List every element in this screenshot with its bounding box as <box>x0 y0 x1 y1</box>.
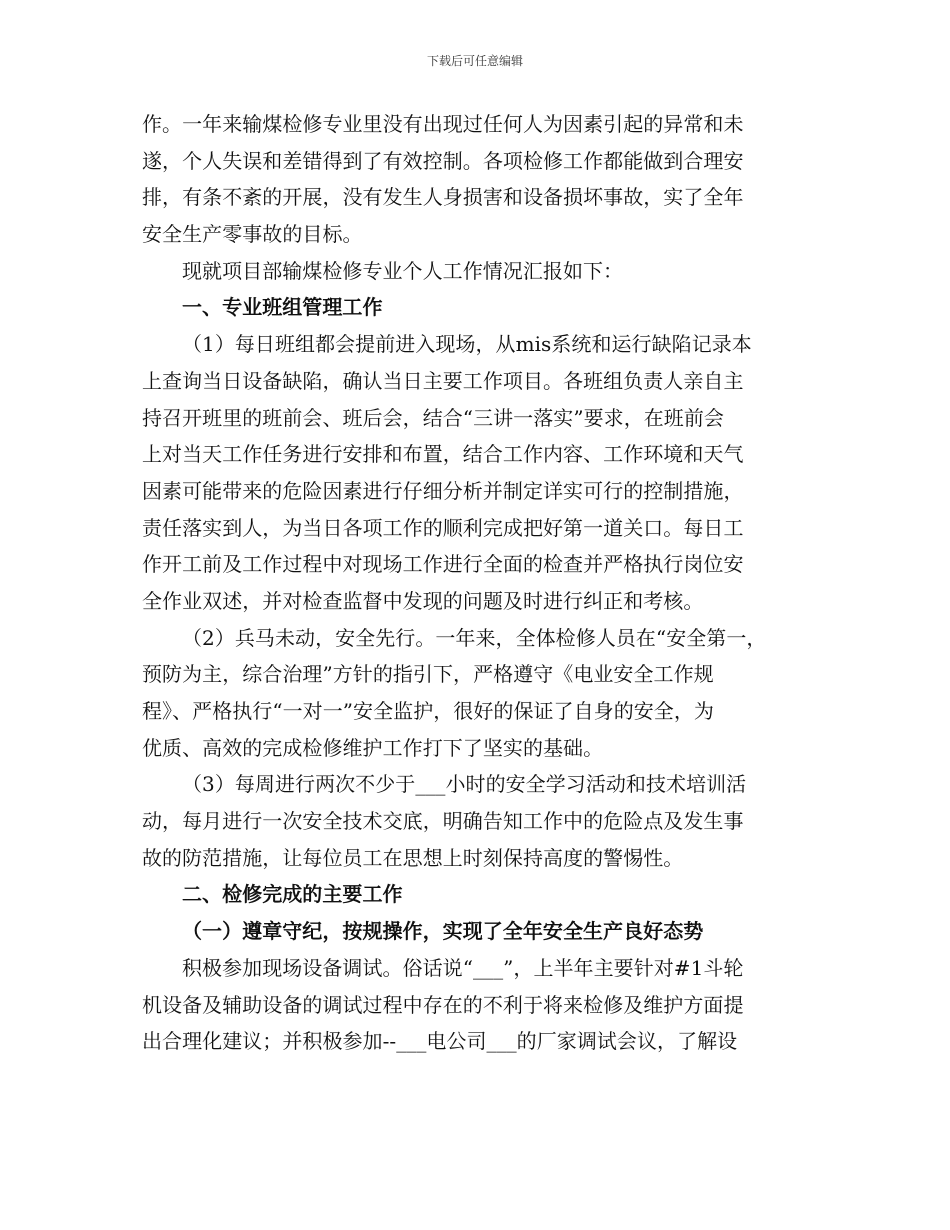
paragraph-line: 程》、严格执行“一对一”安全监护，很好的保证了自身的安全，为 <box>142 699 714 723</box>
paragraph-line: 全作业双述，并对检查监督中发现的问题及时进行纠正和考核。 <box>142 588 704 613</box>
section-heading-1: 一、专业班组管理工作 <box>182 295 383 320</box>
paragraph-line: （2）兵马未动，安全先行。一年来，全体检修人员在“安全第一， <box>182 625 767 650</box>
paragraph-line: 动，每月进行一次安全技术交底，明确告知工作中的危险点及发生事 <box>142 809 744 834</box>
paragraph-line: 作。一年来输煤检修专业里没有出现过任何人为因素引起的异常和未 <box>142 112 744 136</box>
paragraph-line: 因素可能带来的危险因素进行仔细分析并制定详实可行的控制措施， <box>142 478 744 503</box>
paragraph-line: 积极参加现场设备调试。俗话说“___”，上半年主要针对#1斗轮 <box>182 955 744 980</box>
paragraph-line: 出合理化建议；并积极参加--___电公司___的厂家调试会议，了解设 <box>142 1029 738 1054</box>
paragraph-line: 故的防范措施，让每位员工在思想上时刻保持高度的警惕性。 <box>142 845 684 870</box>
paragraph-line: 上查询当日设备缺陷，确认当日主要工作项目。各班组负责人亲自主 <box>142 368 744 393</box>
section-heading-2: 二、检修完成的主要工作 <box>182 882 403 907</box>
paragraph-line: 作开工前及工作过程中对现场工作进行全面的检查并严格执行岗位安 <box>142 552 744 577</box>
document-body <box>142 106 822 1060</box>
paragraph-line: （1）每日班组都会提前进入现场，从mis系统和运行缺陷记录本 <box>182 332 752 357</box>
paragraph-line: 排，有条不紊的开展，没有发生人身损害和设备损坏事故，实了全年 <box>142 185 744 210</box>
paragraph-line: 预防为主，综合治理”方针的指引下，严格遵守《电业安全工作规 <box>142 662 714 687</box>
paragraph-line: 上对当天工作任务进行安排和布置，结合工作内容、工作环境和天气 <box>142 442 744 467</box>
paragraph-line: 责任落实到人，为当日各项工作的顺利完成把好第一道关口。每日工 <box>142 515 744 540</box>
subsection-heading: （一）遵章守纪，按规操作，实现了全年安全生产良好态势 <box>182 919 704 944</box>
paragraph-line: （3）每周进行两次不少于___小时的安全学习活动和技术培训活 <box>182 772 747 797</box>
paragraph-line: 遂，个人失误和差错得到了有效控制。各项检修工作都能做到合理安 <box>142 148 744 173</box>
page-header-note: 下载后可任意编辑 <box>426 54 523 68</box>
paragraph-line: 现就项目部输煤检修专业个人工作情况汇报如下： <box>182 258 624 283</box>
paragraph-line: 持召开班里的班前会、班后会，结合“三讲一落实”要求，在班前会 <box>142 405 724 430</box>
paragraph-line: 优质、高效的完成检修维护工作打下了坚实的基础。 <box>142 735 604 760</box>
paragraph-line: 机设备及辅助设备的调试过程中存在的不利于将来检修及维护方面提 <box>142 992 744 1017</box>
paragraph-line: 安全生产零事故的目标。 <box>142 222 363 247</box>
